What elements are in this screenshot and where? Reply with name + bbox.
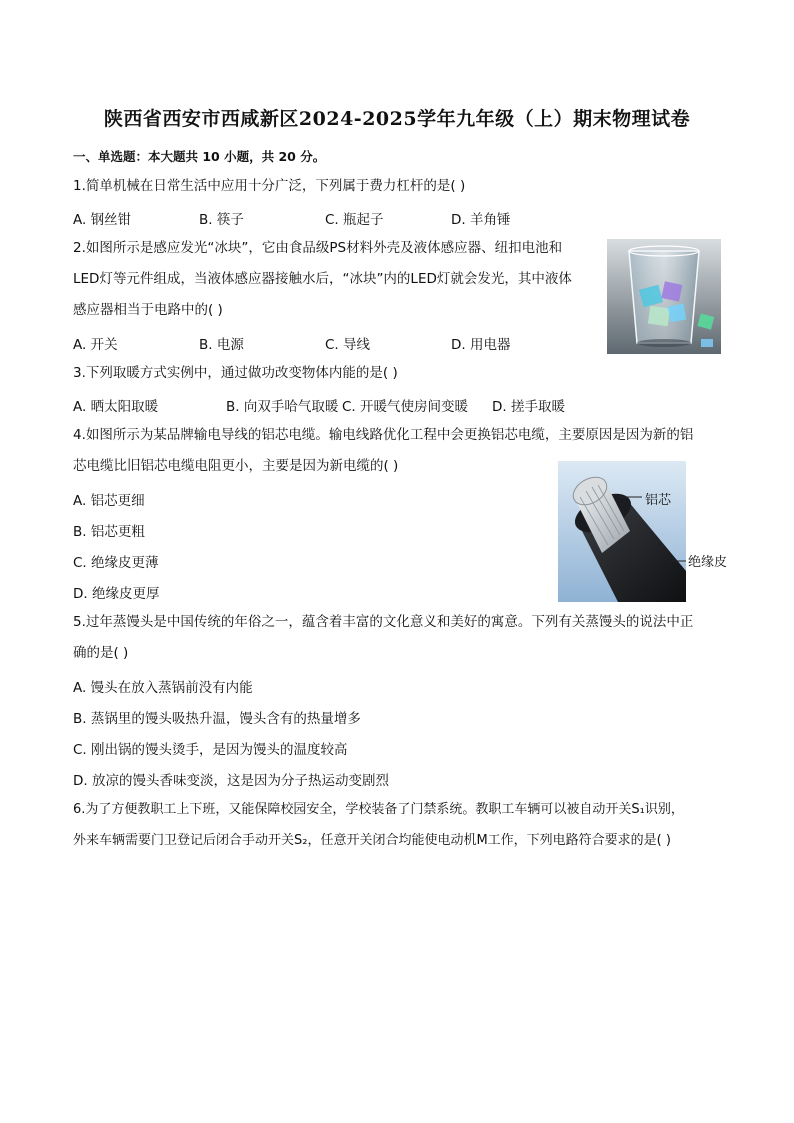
ice-cube-photo <box>607 239 721 354</box>
question-2-stem <box>73 233 572 326</box>
section-heading: 一、单选题：本大题共 10 小题，共 20 分。 <box>73 149 326 164</box>
option-a: A. 馒头在放入蒸锅前没有内能 <box>73 680 253 696</box>
option-b: B. 蒸锅里的馒头吸热升温，馒头含有的热量增多 <box>73 711 361 727</box>
question-3-stem: 3.下列取暖方式实例中，通过做功改变物体内能的是( ) <box>73 365 398 381</box>
option-d: D. 放凉的馒头香味变淡，这是因为分子热运动变剧烈 <box>73 773 389 789</box>
option-b: B. 向双手哈气取暖 <box>226 399 339 415</box>
stem-line: 确的是( ) <box>73 645 129 661</box>
cable-insulation-label: 绝缘皮 <box>688 555 728 570</box>
stem-line: 外来车辆需要门卫登记后闭合手动开关S₂，任意开关闭合均能使电动机M工作，下列电路符合要求的是( ) <box>73 833 671 848</box>
option-d: D. 搓手取暖 <box>492 399 565 415</box>
option-d: D. 绝缘皮更厚 <box>73 586 160 602</box>
question-1-options <box>73 208 510 228</box>
stem-line: 5.过年蒸馒头是中国传统的年俗之一，蕴含着丰富的文化意义和美好的寓意。下列有关蒸馒头的说法中正 <box>73 614 694 630</box>
cable-core-label: 铝芯 <box>645 493 672 508</box>
exam-title: 陕西省西安市西咸新区2024-2025学年九年级（上）期末物理试卷 <box>103 108 691 130</box>
option-b: B. 筷子 <box>199 212 244 228</box>
option-a: A. 钢丝钳 <box>73 212 132 228</box>
question-1-stem: 1.简单机械在日常生活中应用十分广泛，下列属于费力杠杆的是( ) <box>73 178 466 194</box>
question-6-stem <box>73 794 684 856</box>
option-c: C. 刚出锅的馒头烫手，是因为馒头的温度较高 <box>73 742 348 758</box>
option-d: D. 羊角锤 <box>451 212 511 228</box>
stem-line: 2.如图所示是感应发光“冰块”，它由食品级PS材料外壳及液体感应器、纽扣电池和 <box>73 240 563 256</box>
question-2-options <box>73 333 510 353</box>
option-c: C. 导线 <box>325 337 371 353</box>
option-b: B. 铝芯更粗 <box>73 524 145 540</box>
stem-line: 6.为了方便教职工上下班，又能保障校园安全，学校装备了门禁系统。教职工车辆可以被自动开关S₁识别， <box>73 802 684 817</box>
stem-line: LED灯等元件组成，当液体感应器接触水后，“冰块”内的LED灯就会发光，其中液体 <box>73 271 572 287</box>
option-a: A. 铝芯更细 <box>73 493 145 509</box>
cable-photo <box>558 461 686 602</box>
option-a: A. 开关 <box>73 337 118 353</box>
option-c: C. 绝缘皮更薄 <box>73 555 159 571</box>
option-d: D. 用电器 <box>451 337 511 353</box>
question-3-options <box>73 395 565 415</box>
stem-line: 4.如图所示为某品牌输电导线的铝芯电缆。输电线路优化工程中会更换铝芯电缆，主要原因是因为新的铝 <box>73 427 694 443</box>
option-b: B. 电源 <box>199 337 244 353</box>
question-5-stem <box>73 607 693 669</box>
stem-line: 芯电缆比旧铝芯电缆电阻更小，主要是因为新电缆的( ) <box>73 458 399 474</box>
option-a: A. 晒太阳取暖 <box>73 399 159 415</box>
option-c: C. 开暖气使房间变暖 <box>342 399 469 415</box>
option-c: C. 瓶起子 <box>325 212 384 228</box>
stem-line: 感应器相当于电路中的( ) <box>73 302 223 318</box>
